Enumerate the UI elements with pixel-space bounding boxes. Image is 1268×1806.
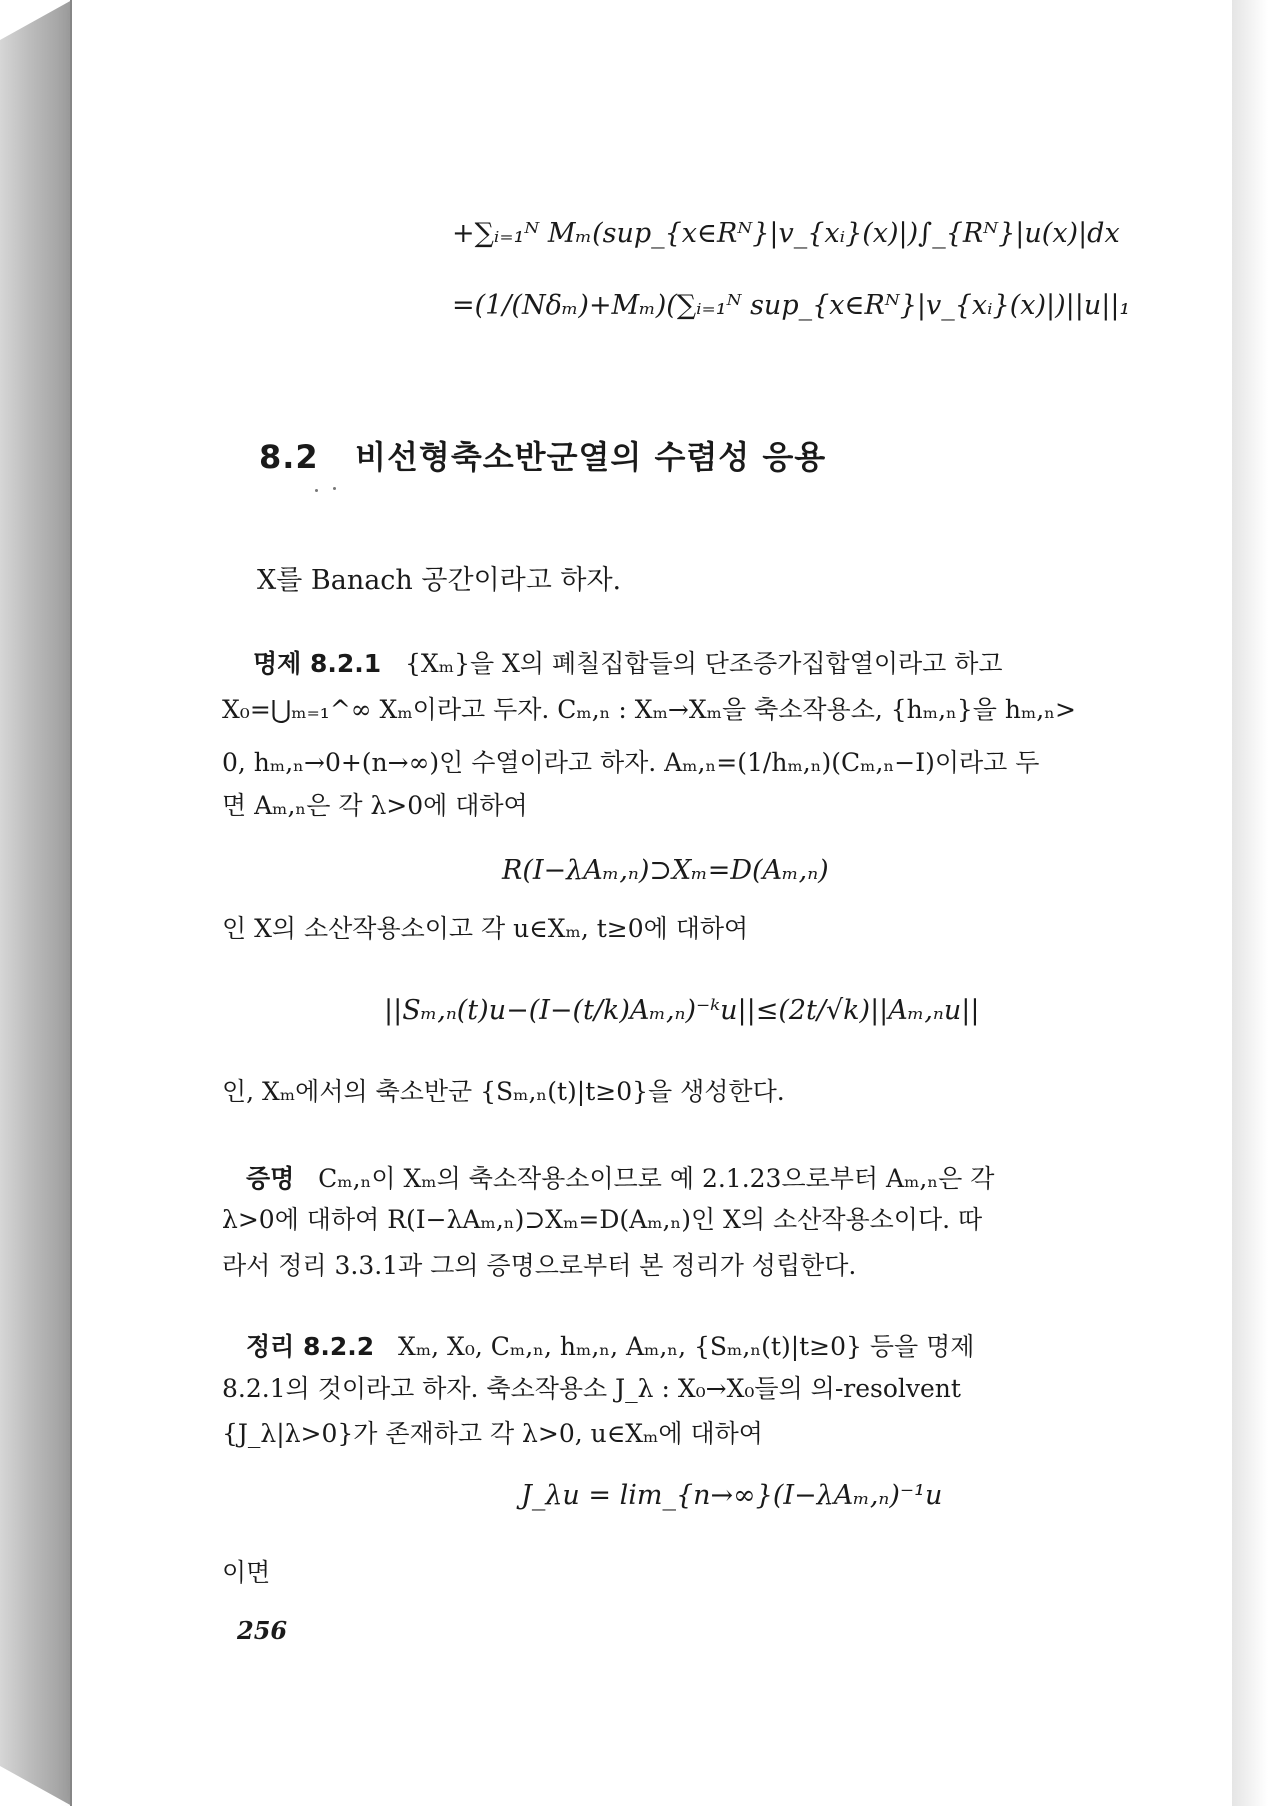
theorem-label: 정리 8.2.2: [246, 1332, 375, 1361]
theorem-text-1: Xₘ, X₀, Cₘ,ₙ, hₘ,ₙ, Aₘ,ₙ, {Sₘ,ₙ(t)|t≥0} 등을 명제: [398, 1332, 975, 1361]
equation-top-line-2: =(1/(Nδₘ)+Mₘ)(∑ᵢ₌₁ᴺ sup_{x∈Rᴺ}|v_{xᵢ}(x)|)||u||₁: [452, 290, 1131, 321]
intro-sentence: X를 Banach 공간이라고 하자.: [257, 565, 622, 596]
proof-line-2: λ>0에 대하여 R(I−λAₘ,ₙ)⊃Xₘ=D(Aₘ,ₙ)인 X의 소산작용소이다. 따: [222, 1205, 983, 1234]
scan-speck: [333, 487, 336, 490]
page-edge-shadow: [1232, 0, 1268, 1806]
equation-estimate: ||Sₘ,ₙ(t)u−(I−(t/k)Aₘ,ₙ)⁻ᵏu||≤(2t/√k)||Aₘ,ₙu||: [384, 995, 980, 1026]
proposition-line-1: [253, 651, 1003, 676]
page-number: 256: [237, 1616, 288, 1645]
book-spine: [0, 0, 72, 1806]
proof-line-1: [246, 1166, 994, 1191]
proof-label: 증명: [246, 1164, 295, 1193]
proposition-after-equation: 인 X의 소산작용소이고 각 u∈Xₘ, t≥0에 대하여: [222, 914, 749, 943]
section-heading: [259, 432, 826, 478]
equation-resolvent-inclusion: R(I−λAₘ,ₙ)⊃Xₘ=D(Aₘ,ₙ): [502, 855, 829, 886]
proposition-line-3: 0, hₘ,ₙ→0+(n→∞)인 수열이라고 하자. Aₘ,ₙ=(1/hₘ,ₙ)(Cₘ,ₙ−I)이라고 두: [222, 748, 1040, 777]
theorem-line-2: 8.2.1의 것이라고 하자. 축소작용소 J_λ : X₀→X₀들의 의-resolvent: [222, 1374, 961, 1403]
proposition-text-1: {Xₘ}을 X의 폐칠집합들의 단조증가집합열이라고 하고: [405, 649, 1003, 678]
proposition-line-4: 면 Aₘ,ₙ은 각 λ>0에 대하여: [222, 791, 528, 820]
proposition-conclusion: 인, Xₘ에서의 축소반군 {Sₘ,ₙ(t)|t≥0}을 생성한다.: [222, 1077, 785, 1106]
scan-speck: [315, 489, 318, 492]
equation-limit-definition: J_λu = lim_{n→∞}(I−λAₘ,ₙ)⁻¹u: [521, 1480, 943, 1511]
section-number: 8.2: [259, 438, 319, 476]
book-page: [72, 0, 1232, 1806]
theorem-line-1: [246, 1334, 974, 1359]
proposition-line-2: X₀=⋃ₘ₌₁^∞ Xₘ이라고 두자. Cₘ,ₙ : Xₘ→Xₘ을 축소작용소, {hₘ,ₙ}을 hₘ,ₙ>: [222, 695, 1076, 724]
theorem-final-word: 이면: [222, 1558, 271, 1587]
section-title: 비선형축소반군열의 수렴성 응용: [355, 438, 827, 476]
proposition-label: 명제 8.2.1: [253, 649, 382, 678]
equation-top-line-1: +∑ᵢ₌₁ᴺ Mₘ(sup_{x∈Rᴺ}|v_{xᵢ}(x)|)∫_{Rᴺ}|u(x)|dx: [452, 218, 1120, 249]
proof-line-3: 라서 정리 3.3.1과 그의 증명으로부터 본 정리가 성립한다.: [222, 1251, 857, 1280]
theorem-line-3: {J_λ|λ>0}가 존재하고 각 λ>0, u∈Xₘ에 대하여: [222, 1419, 763, 1448]
proof-text-1: Cₘ,ₙ이 Xₘ의 축소작용소이므로 예 2.1.23으로부터 Aₘ,ₙ은 각: [318, 1164, 995, 1193]
